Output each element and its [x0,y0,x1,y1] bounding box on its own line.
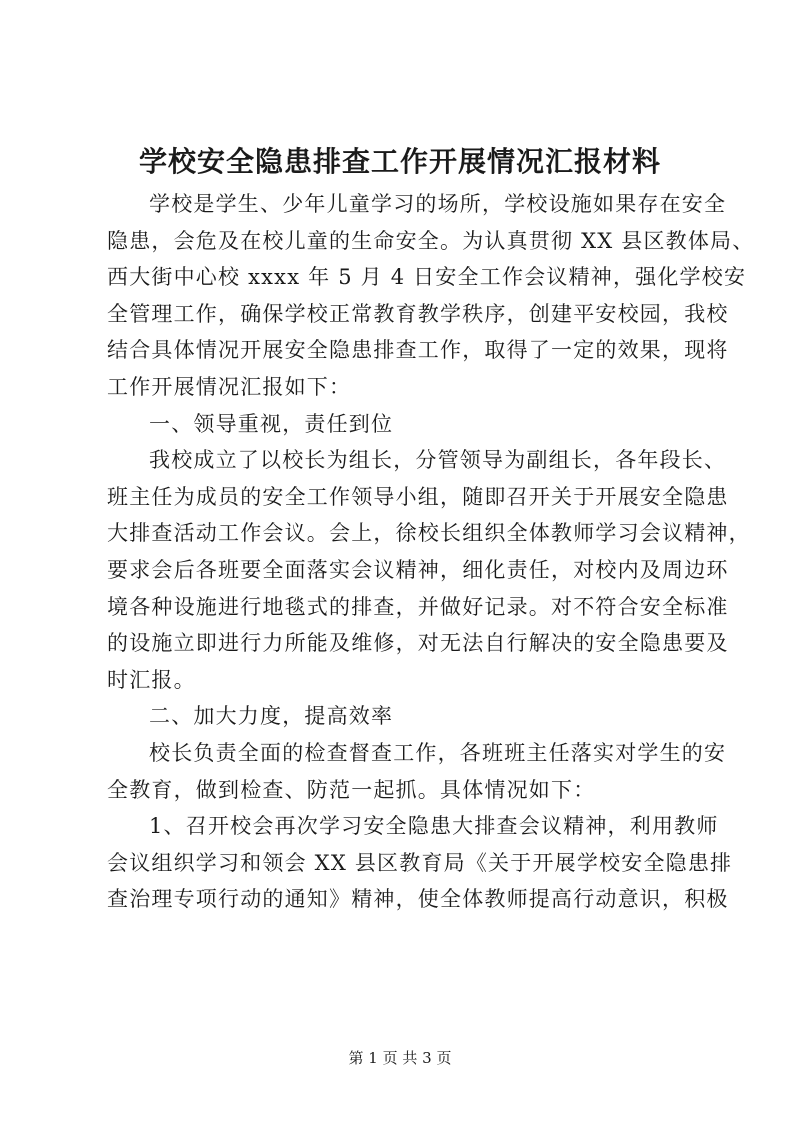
paragraph-line: 会议组织学习和领会 XX 县区教育局《关于开展学校安全隐患排 [107,850,733,875]
paragraph-line: 工作开展情况汇报如下： [107,374,352,399]
paragraph-line: 1、召开校会再次学习安全隐患大排查会议精神，利用教师 [149,814,719,839]
paragraph-line: 境各种设施进行地毯式的排查，并做好记录。对不符合安全标准 [107,594,729,619]
paragraph-line: 时汇报。 [107,667,196,692]
paragraph-line: 的设施立即进行力所能及维修，对无法自行解决的安全隐患要及 [107,631,729,656]
paragraph-line: 班主任为成员的安全工作领导小组，随即召开关于开展安全隐患 [107,484,729,509]
paragraph-line: 我校成立了以校长为组长，分管领导为副组长，各年段长、 [149,448,727,473]
page-footer: 第 1 页 共 3 页 [348,1049,452,1067]
document-body [107,186,755,918]
paragraph-line: 隐患，会危及在校儿童的生命安全。为认真贯彻 XX 县区教体局、 [107,228,755,253]
paragraph-line: 全管理工作，确保学校正常教育教学秩序，创建平安校园，我校 [107,301,729,326]
paragraph-line: 要求会后各班要全面落实会议精神，细化责任，对校内及周边环 [107,557,729,582]
section-heading: 二、加大力度，提高效率 [149,704,394,729]
paragraph-line: 查治理专项行动的通知》精神，使全体教师提高行动意识，积极 [107,887,729,912]
paragraph-line: 结合具体情况开展安全隐患排查工作，取得了一定的效果，现将 [107,338,729,363]
paragraph-line: 全教育，做到检查、防范一起抓。具体情况如下： [107,777,596,802]
paragraph-line: 西大街中心校 xxxx 年 5 月 4 日安全工作会议精神，强化学校安 [107,265,747,290]
document-title: 学校安全隐患排查工作开展情况汇报材料 [138,145,661,178]
paragraph-line: 大排查活动工作会议。会上，徐校长组织全体教师学习会议精神， [107,521,751,546]
section-heading: 一、领导重视，责任到位 [149,411,394,436]
paragraph-line: 校长负责全面的检查督查工作，各班班主任落实对学生的安 [149,740,727,765]
paragraph-line: 学校是学生、少年儿童学习的场所，学校设施如果存在安全 [149,192,727,216]
